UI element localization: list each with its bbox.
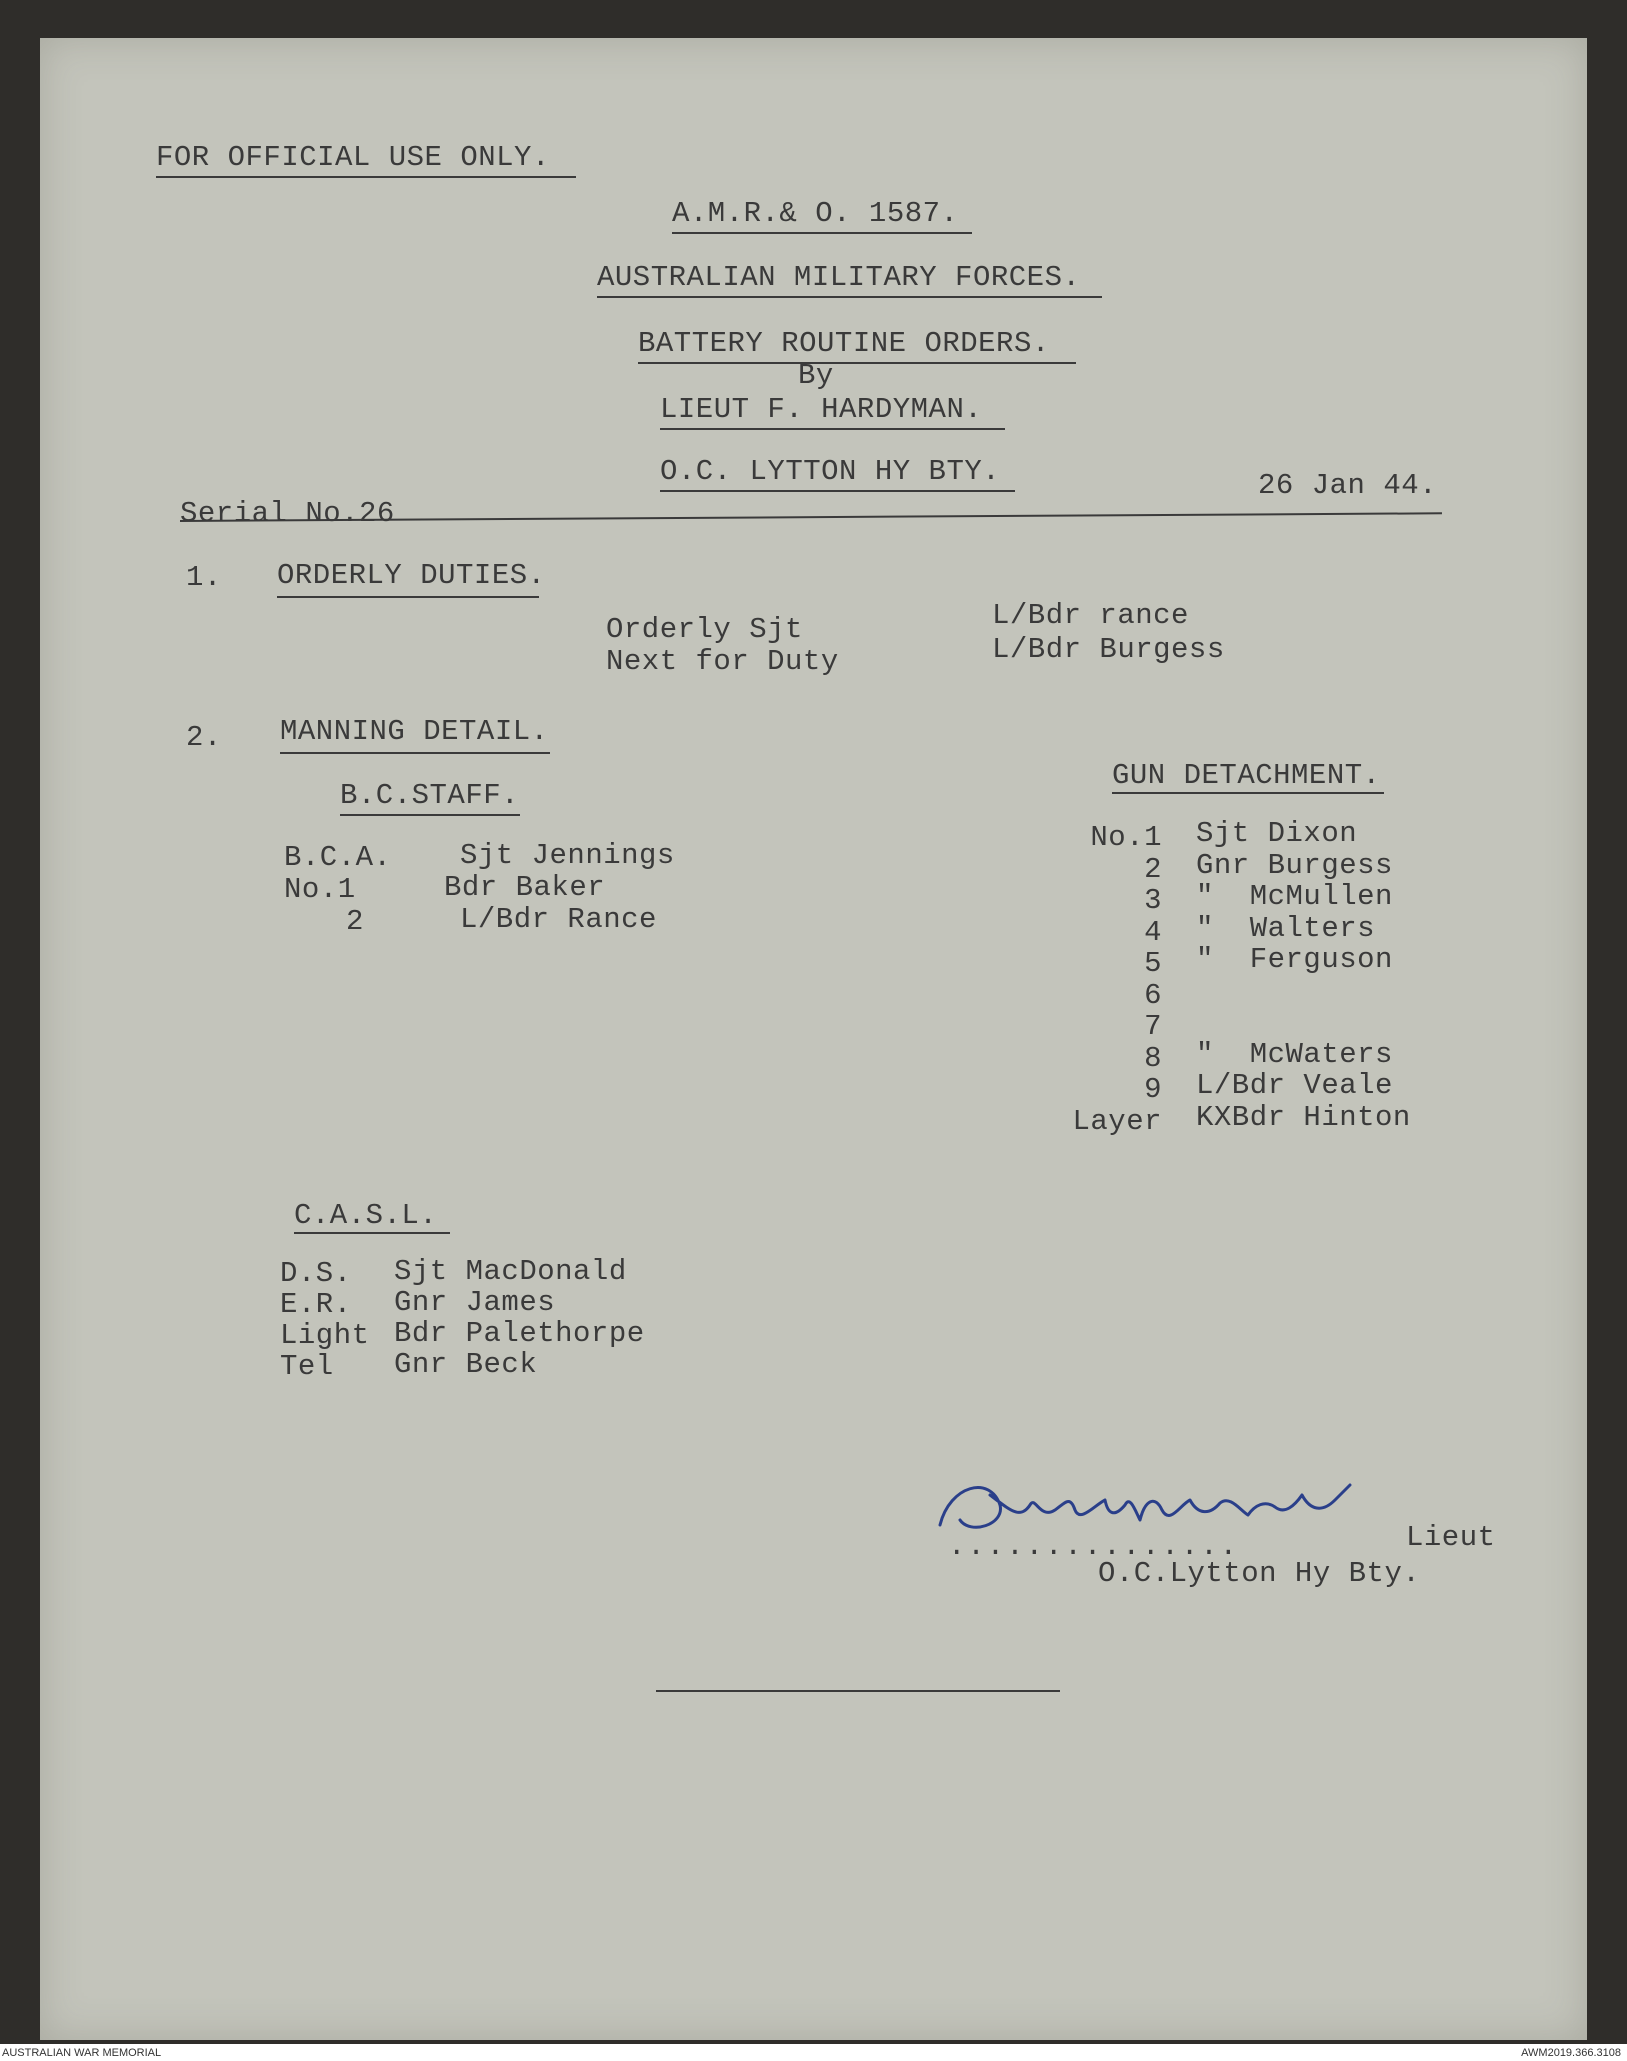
bc-staff-pos-1: B.C.A. bbox=[284, 841, 392, 874]
casl-pos: E.R. bbox=[280, 1288, 352, 1321]
signature-dots: ............... bbox=[948, 1530, 1240, 1563]
gun-detachment-name: " Walters bbox=[1196, 911, 1376, 945]
end-rule bbox=[656, 1690, 1060, 1692]
form-reference: A.M.R.& O. 1587. bbox=[672, 197, 959, 230]
casl-pos: Light bbox=[280, 1319, 370, 1352]
classification-underline bbox=[156, 176, 576, 178]
gun-detachment-name: " McMullen bbox=[1196, 880, 1393, 913]
gun-detachment-pos: No.1 bbox=[1090, 821, 1162, 854]
bc-staff-underline bbox=[340, 814, 520, 816]
section-2-underline bbox=[280, 752, 550, 754]
orderly-sjt-label: Orderly Sjt bbox=[606, 613, 803, 646]
gun-detachment-name: Sjt Dixon bbox=[1196, 817, 1358, 850]
gun-detachment-pos: 7 bbox=[1144, 1010, 1162, 1043]
casl-underline bbox=[294, 1232, 450, 1234]
gun-detachment-pos: 5 bbox=[1144, 947, 1162, 980]
bc-staff-name-2: Bdr Baker bbox=[444, 871, 606, 904]
gun-detachment-name: KXBdr Hinton bbox=[1196, 1100, 1411, 1134]
casl-pos: Tel bbox=[280, 1350, 334, 1383]
gun-detachment-name: L/Bdr Veale bbox=[1196, 1069, 1393, 1102]
gun-detachment-pos: 2 bbox=[1144, 852, 1162, 886]
order-title-underline bbox=[638, 362, 1076, 364]
gun-detachment-title: GUN DETACHMENT. bbox=[1112, 759, 1381, 792]
order-title: BATTERY ROUTINE ORDERS. bbox=[638, 327, 1050, 360]
unit-underline bbox=[660, 490, 1015, 492]
serial-number: Serial No.26 bbox=[180, 497, 395, 530]
footer-right: AWM2019.366.3108 bbox=[1521, 2047, 1621, 2059]
section-2-number: 2. bbox=[186, 721, 222, 754]
gun-detachment-underline bbox=[1112, 792, 1384, 794]
by-label: By bbox=[798, 359, 834, 392]
bc-staff-title: B.C.STAFF. bbox=[340, 779, 520, 812]
gun-detachment-pos: Layer bbox=[1072, 1104, 1162, 1138]
gun-detachment-pos: 8 bbox=[1144, 1041, 1162, 1075]
classification-label: FOR OFFICIAL USE ONLY. bbox=[156, 141, 550, 174]
bc-staff-pos-3: 2 bbox=[346, 905, 364, 938]
orderly-sjt-value: L/Bdr rance bbox=[992, 599, 1189, 632]
casl-pos: D.S. bbox=[280, 1257, 352, 1290]
bc-staff-name-3: L/Bdr Rance bbox=[460, 903, 657, 936]
bc-staff-pos-2: No.1 bbox=[284, 873, 356, 906]
signature-rank: Lieut bbox=[1406, 1521, 1496, 1554]
unit-name: O.C. LYTTON HY BTY. bbox=[660, 455, 1001, 488]
gun-detachment-name: " McWaters bbox=[1196, 1037, 1393, 1071]
gun-detachment-pos: 3 bbox=[1144, 884, 1162, 917]
gun-detachment-pos: 9 bbox=[1144, 1073, 1162, 1106]
casl-title: C.A.S.L. bbox=[294, 1199, 438, 1232]
force-heading: AUSTRALIAN MILITARY FORCES. bbox=[597, 261, 1081, 294]
section-1-title: ORDERLY DUTIES. bbox=[277, 559, 546, 592]
section-1-number: 1. bbox=[186, 561, 222, 594]
footer-left: AUSTRALIAN WAR MEMORIAL bbox=[2, 2047, 162, 2059]
issuer-name: LIEUT F. HARDYMAN. bbox=[660, 393, 983, 426]
gun-detachment-pos: 6 bbox=[1144, 978, 1162, 1012]
gun-detachment-name: Gnr Burgess bbox=[1196, 848, 1393, 882]
gun-detachment-pos: 4 bbox=[1144, 915, 1162, 949]
bc-staff-name-1: Sjt Jennings bbox=[460, 839, 675, 872]
casl-name: Sjt MacDonald bbox=[394, 1255, 627, 1288]
section-1-underline bbox=[277, 596, 539, 598]
casl-name: Bdr Palethorpe bbox=[394, 1317, 645, 1350]
next-duty-label: Next for Duty bbox=[606, 645, 839, 678]
casl-name: Gnr James bbox=[394, 1286, 556, 1319]
next-duty-value: L/Bdr Burgess bbox=[992, 633, 1225, 666]
casl-name: Gnr Beck bbox=[394, 1348, 538, 1381]
form-reference-underline bbox=[672, 232, 972, 234]
force-underline bbox=[597, 296, 1102, 298]
signature-title: O.C.Lytton Hy Bty. bbox=[1098, 1557, 1421, 1590]
order-date: 26 Jan 44. bbox=[1258, 469, 1438, 502]
section-2-title: MANNING DETAIL. bbox=[280, 715, 549, 748]
gun-detachment-name: " Ferguson bbox=[1196, 943, 1393, 976]
issuer-underline bbox=[660, 428, 1005, 430]
